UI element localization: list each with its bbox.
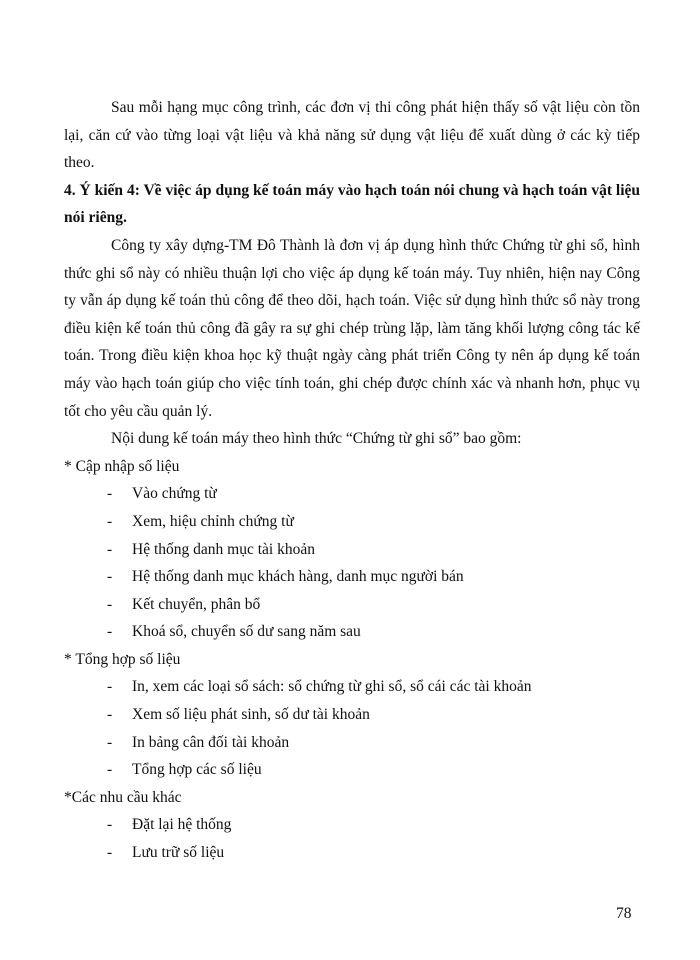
paragraph-remaining-materials: Sau mỗi hạng mục công trình, các đơn vị thi công phát hiện thấy số vật liệu còn tồn lại, căn cứ vào từng loại vật liệu và khả năng sử dụng vật liệu để xuất dùng ở các kỳ tiếp theo. <box>64 99 640 172</box>
list-item-text: Lưu trữ số liệu <box>132 844 225 862</box>
list-item <box>64 508 640 536</box>
dash-bullet: - <box>107 623 113 641</box>
list-item-text: Hệ thống danh mục tài khoản <box>132 540 315 558</box>
section-label-other-needs: *Các nhu cầu khác <box>64 788 182 806</box>
list-item <box>64 701 640 729</box>
list-item-text: Vào chứng từ <box>132 485 217 503</box>
dash-bullet: - <box>107 512 113 530</box>
list-data-update <box>64 480 640 646</box>
body-text <box>64 94 640 867</box>
list-item-text: Khoá sổ, chuyển số dư sang năm sau <box>132 623 361 641</box>
list-item <box>64 618 640 646</box>
dash-bullet: - <box>107 485 113 503</box>
section-heading-opinion-4: 4. Ý kiến 4: Về việc áp dụng kế toán máy vào hạch toán nói chung và hạch toán vật liệu nói riêng. <box>64 181 640 227</box>
list-data-summary <box>64 673 640 783</box>
list-item <box>64 756 640 784</box>
list-item <box>64 839 640 867</box>
list-item <box>64 591 640 619</box>
list-item <box>64 480 640 508</box>
list-item-text: Xem, hiệu chỉnh chứng từ <box>132 512 294 530</box>
dash-bullet: - <box>107 595 113 613</box>
list-item-text: Kết chuyển, phân bổ <box>132 595 261 613</box>
list-item <box>64 536 640 564</box>
dash-bullet: - <box>107 761 113 779</box>
paragraph-computer-accounting: Công ty xây dựng-TM Đô Thành là đơn vị áp dụng hình thức Chứng từ ghi sổ, hình thức ghi sổ này có nhiều thuận lợi cho việc áp dụng kế toán máy. Tuy nhiên, hiện nay Công ty vẫn áp dụng kế toán thủ công để theo dõi, hạch toán. Việc sử dụng hình thức sổ này trong điều kiện kế toán thủ công đã gây ra sự ghi chép trùng lặp, làm tăng khối lượng công tác kế toán. Trong điều kiện khoa học kỹ thuật ngày càng phát triển Công ty nên áp dụng kế toán máy vào hạch toán giúp cho việc tính toán, ghi chép được chính xác và nhanh hơn, phục vụ tốt cho yêu cầu quản lý. <box>64 236 640 420</box>
list-item <box>64 673 640 701</box>
list-item-text: In, xem các loại sổ sách: sổ chứng từ ghi sổ, sổ cái các tài khoản <box>132 678 532 696</box>
list-other-needs <box>64 811 640 866</box>
list-item <box>64 811 640 839</box>
dash-bullet: - <box>107 540 113 558</box>
list-item <box>64 729 640 757</box>
list-item-text: Đặt lại hệ thống <box>132 816 232 834</box>
dash-bullet: - <box>107 844 113 862</box>
list-item-text: Tổng hợp các số liệu <box>132 761 262 779</box>
list-item-text: Hệ thống danh mục khách hàng, danh mục người bán <box>132 568 464 586</box>
list-item-text: Xem số liệu phát sinh, số dư tài khoản <box>132 706 370 724</box>
section-label-data-update: * Cập nhập số liệu <box>64 457 180 475</box>
paragraph-content-intro: Nội dung kế toán máy theo hình thức “Chứng từ ghi sổ” bao gồm: <box>111 430 522 448</box>
dash-bullet: - <box>107 568 113 586</box>
section-label-data-summary: * Tổng hợp số liệu <box>64 650 181 668</box>
dash-bullet: - <box>107 816 113 834</box>
dash-bullet: - <box>107 733 113 751</box>
dash-bullet: - <box>107 706 113 724</box>
list-item <box>64 563 640 591</box>
page-number: 78 <box>616 905 632 922</box>
dash-bullet: - <box>107 678 113 696</box>
list-item-text: In bảng cân đối tài khoản <box>132 733 290 751</box>
